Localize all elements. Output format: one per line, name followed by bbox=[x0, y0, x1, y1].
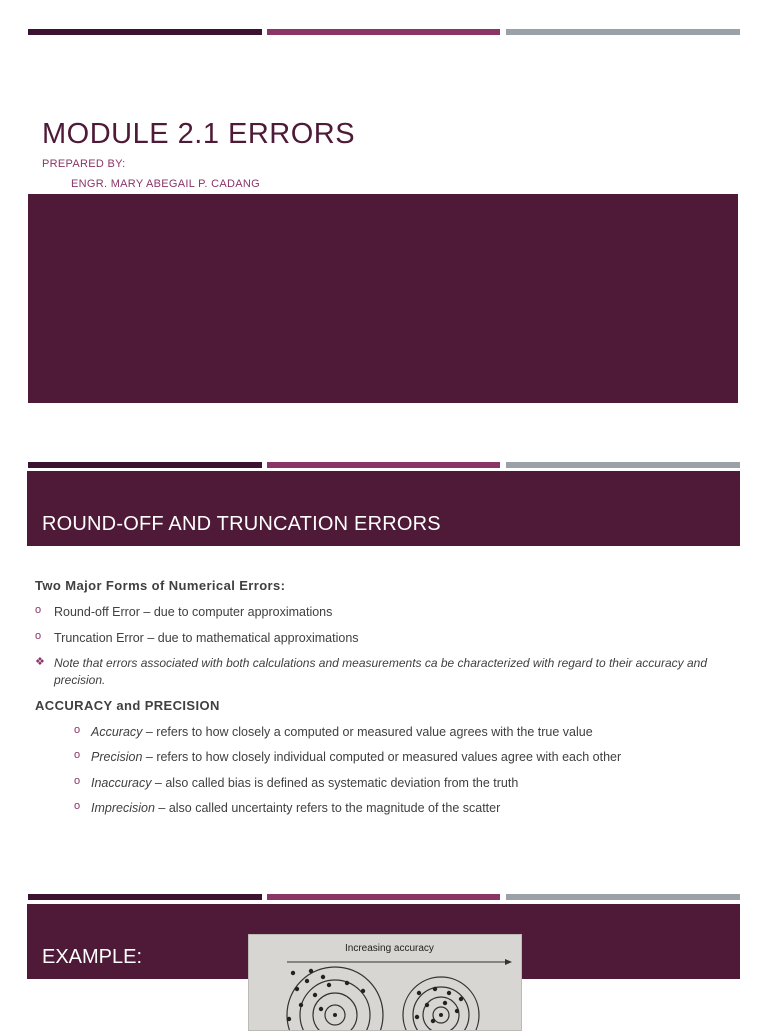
accent-bars bbox=[28, 894, 740, 900]
diamond-bullet-icon: ❖ bbox=[35, 656, 45, 668]
accent-bars bbox=[28, 29, 740, 35]
figure-caption: Increasing accuracy bbox=[345, 943, 434, 954]
circle-bullet-icon: o bbox=[74, 724, 81, 736]
circle-bullet-icon: o bbox=[35, 630, 42, 642]
author-name: ENGR. MARY ABEGAIL P. CADANG bbox=[71, 178, 260, 190]
circle-bullet-icon: o bbox=[35, 604, 42, 616]
title-banner bbox=[28, 194, 738, 403]
slide-title: MODULE 2.1 ERRORS bbox=[42, 118, 356, 150]
target-diagram bbox=[249, 935, 521, 1030]
circle-bullet-icon: o bbox=[74, 749, 81, 761]
circle-bullet-icon: o bbox=[74, 800, 81, 812]
circle-bullet-icon: o bbox=[74, 775, 81, 787]
prepared-by-label: PREPARED BY: bbox=[42, 158, 126, 170]
accent-bars bbox=[28, 462, 740, 468]
body-heading: Two Major Forms of Numerical Errors: bbox=[35, 578, 286, 593]
section-header bbox=[27, 471, 740, 546]
section-title: EXAMPLE: bbox=[42, 946, 143, 968]
accuracy-precision-figure bbox=[248, 934, 522, 1031]
subheading: ACCURACY and PRECISION bbox=[35, 698, 220, 713]
section-title: ROUND-OFF AND TRUNCATION ERRORS bbox=[42, 513, 441, 535]
